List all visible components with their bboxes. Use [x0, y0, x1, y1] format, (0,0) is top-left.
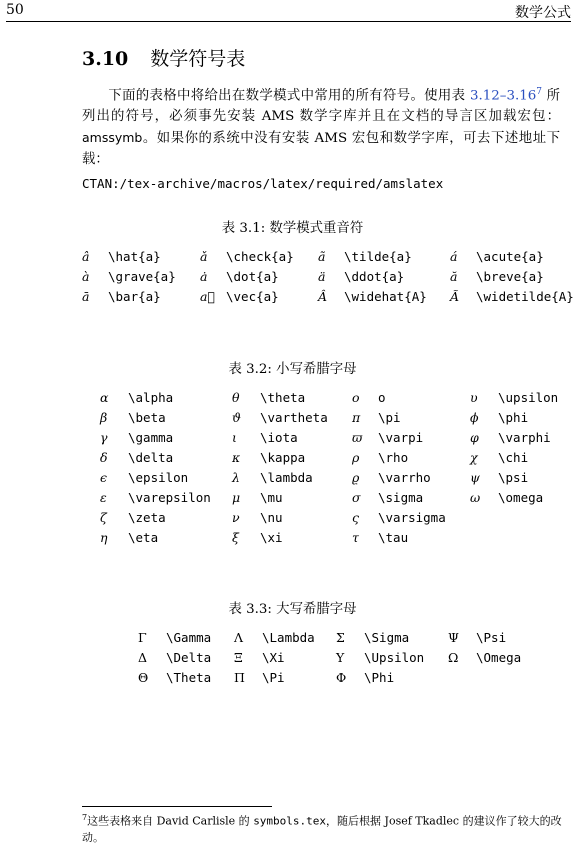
symbol-command: \pi — [378, 409, 401, 425]
lowercase-greek-table — [100, 387, 578, 547]
symbol-command: \varepsilon — [128, 489, 211, 505]
symbol-glyph: α — [100, 389, 109, 405]
symbol-glyph: ã — [318, 248, 326, 264]
intro-paragraph — [82, 82, 560, 170]
symbol-glyph: Ψ — [448, 629, 459, 645]
section-number: 3.10 — [82, 48, 129, 70]
symbol-glyph: σ — [352, 489, 361, 505]
symbol-glyph: ι — [232, 429, 237, 445]
footnote-ref[interactable]: 7 — [536, 87, 543, 97]
symbol-command: \upsilon — [498, 389, 559, 405]
page-header — [6, 2, 571, 22]
symbol-command: \varrho — [378, 469, 431, 485]
symbol-glyph: ϖ — [352, 429, 363, 445]
symbol-command: \widehat{A} — [344, 288, 427, 304]
symbol-command: \varsigma — [378, 509, 446, 525]
symbol-command: \Psi — [476, 629, 507, 645]
symbol-glyph: κ — [232, 449, 241, 465]
table-row — [100, 467, 578, 487]
symbol-glyph: χ — [470, 449, 478, 465]
symbol-command: \Theta — [166, 669, 212, 685]
symbol-command: \hat{a} — [108, 248, 161, 264]
symbol-glyph: Ω — [448, 649, 459, 665]
table-row — [100, 407, 578, 427]
symbol-command: \check{a} — [226, 248, 294, 264]
symbol-glyph: Δ — [138, 649, 148, 665]
symbol-command: \beta — [128, 409, 166, 425]
symbol-glyph: β — [100, 409, 108, 425]
symbol-glyph: ε — [100, 489, 107, 505]
symbol-glyph: Ξ — [234, 649, 243, 665]
table-row — [100, 507, 578, 527]
symbol-glyph: δ — [100, 449, 108, 465]
math-mode-term: 数学模式 — [245, 88, 301, 104]
symbol-glyph — [448, 667, 476, 687]
symbol-command: \ddot{a} — [344, 268, 405, 284]
symbol-glyph: Π — [234, 669, 245, 685]
symbol-command: \psi — [498, 469, 529, 485]
symbol-glyph: a⃗ — [200, 288, 215, 304]
footnote-rule — [82, 806, 272, 807]
symbol-command — [498, 507, 578, 527]
symbol-command: \Delta — [166, 649, 212, 665]
footnote — [82, 810, 562, 846]
symbol-command: o — [378, 389, 386, 405]
symbol-glyph: ϑ — [232, 409, 241, 425]
symbol-glyph: à — [82, 268, 90, 284]
symbol-glyph: π — [352, 409, 361, 425]
page-number: 50 — [6, 2, 24, 18]
symbol-glyph: ν — [232, 509, 240, 525]
table-row — [100, 447, 578, 467]
symbol-command: \xi — [260, 529, 283, 545]
symbol-glyph: Θ — [138, 669, 149, 685]
symbol-command: \kappa — [260, 449, 306, 465]
symbol-command: \rho — [378, 449, 409, 465]
table3-caption: 表 3.3: 大写希腊字母 — [228, 602, 357, 617]
symbol-glyph: ω — [470, 489, 481, 505]
symbol-glyph: â — [82, 248, 90, 264]
symbol-glyph: o — [352, 389, 360, 405]
symbol-command: \tilde{a} — [344, 248, 412, 264]
symbol-command: \iota — [260, 429, 298, 445]
symbol-glyph: Υ — [336, 649, 345, 665]
symbol-command: \epsilon — [128, 469, 189, 485]
header-rule — [6, 21, 571, 22]
symbol-glyph: λ — [232, 469, 240, 485]
symbol-glyph: Γ — [138, 629, 147, 645]
symbol-command: \eta — [128, 529, 159, 545]
symbol-command: \vec{a} — [226, 288, 279, 304]
symbol-command: \dot{a} — [226, 268, 279, 284]
symbol-command: \omega — [498, 489, 544, 505]
symbol-glyph: γ — [100, 429, 108, 445]
symbol-glyph: ä — [318, 268, 326, 284]
table-row — [82, 286, 574, 306]
symbol-command — [476, 667, 536, 687]
table-row — [100, 527, 578, 547]
symbol-command: \theta — [260, 389, 306, 405]
symbol-glyph: ȧ — [200, 268, 208, 284]
symbol-glyph: ă — [450, 268, 458, 284]
table-row — [138, 667, 536, 687]
symbol-glyph: φ — [470, 429, 479, 445]
symbol-command: \breve{a} — [476, 268, 544, 284]
intro-text-2: 中常用的所有符号。使用表 — [300, 88, 470, 104]
symbol-command: \mu — [260, 489, 283, 505]
symbol-glyph: ϱ — [352, 469, 360, 485]
section-heading — [82, 44, 245, 71]
symbol-glyph: ρ — [352, 449, 360, 465]
symbol-glyph: θ — [232, 389, 240, 405]
symbol-glyph: ζ — [100, 509, 107, 525]
symbol-command: \Sigma — [364, 629, 410, 645]
symbol-glyph: ǎ — [200, 248, 208, 264]
table-ref-link[interactable]: 3.12–3.16 — [469, 88, 537, 104]
symbol-glyph: ϵ — [100, 469, 108, 485]
ctan-path: CTAN:/tex-archive/macros/latex/required/amslatex — [82, 176, 444, 191]
symbol-glyph: Σ — [336, 629, 345, 645]
table-row — [82, 266, 574, 286]
symbol-glyph: μ — [232, 489, 241, 505]
symbol-command: \lambda — [260, 469, 313, 485]
accent-table — [82, 246, 574, 306]
table-row — [138, 627, 536, 647]
chapter-title: 数学公式 — [515, 5, 571, 21]
symbol-command: \Lambda — [262, 629, 315, 645]
symbol-command: \zeta — [128, 509, 166, 525]
symbol-glyph: ϕ — [470, 409, 479, 425]
symbol-command: \varpi — [378, 429, 424, 445]
symbol-command: \Gamma — [166, 629, 212, 645]
intro-text-1: 下面的表格中将给出在 — [108, 88, 246, 104]
symbol-glyph: Λ — [234, 629, 244, 645]
symbol-command: \Upsilon — [364, 649, 425, 665]
symbol-glyph: Ã — [450, 288, 460, 304]
table-row — [82, 246, 574, 266]
symbol-command: \Pi — [262, 669, 285, 685]
table-row — [138, 647, 536, 667]
symbol-command: \sigma — [378, 489, 424, 505]
symbol-command: \alpha — [128, 389, 174, 405]
intro-text-3: 所列出的符号，必须事先安装 AMS 数学字库并且在文档的导言区加载宏包： — [82, 88, 561, 125]
symbol-command: \acute{a} — [476, 248, 544, 264]
table-row — [100, 387, 578, 407]
symbol-glyph: ς — [352, 509, 360, 525]
symbol-command: \Phi — [364, 669, 395, 685]
symbol-command: \grave{a} — [108, 268, 176, 284]
uppercase-greek-table — [138, 627, 536, 687]
package-name: amssymb — [82, 130, 143, 146]
symbol-glyph: ā — [82, 288, 90, 304]
symbol-glyph: Φ — [336, 669, 347, 685]
symbol-glyph — [470, 527, 498, 547]
symbol-glyph: ξ — [232, 529, 239, 545]
symbol-glyph: τ — [352, 529, 359, 545]
table2-caption: 表 3.2: 小写希腊字母 — [228, 362, 357, 377]
symbol-command: \bar{a} — [108, 288, 161, 304]
symbol-command: \phi — [498, 409, 529, 425]
footnote-filename: symbols.tex — [253, 814, 327, 828]
table-row — [100, 487, 578, 507]
symbol-glyph: Â — [318, 288, 328, 304]
symbol-command: \Omega — [476, 649, 522, 665]
symbol-command: \tau — [378, 529, 409, 545]
symbol-command: \Xi — [262, 649, 285, 665]
symbol-glyph: ψ — [470, 469, 480, 485]
table1-caption: 表 3.1: 数学模式重音符 — [221, 221, 364, 236]
symbol-glyph — [470, 507, 498, 527]
symbol-command: \varphi — [498, 429, 551, 445]
footnote-mark: 7 — [82, 813, 88, 822]
intro-text-4: 。如果你的系统中没有安装 AMS 宏包和数学字库，可去下述地址下载： — [82, 131, 560, 168]
section-title: 数学符号表 — [150, 48, 246, 70]
table-row — [100, 427, 578, 447]
symbol-command: \gamma — [128, 429, 174, 445]
symbol-command — [498, 527, 578, 547]
symbol-command: \widetilde{A} — [476, 288, 574, 304]
symbol-glyph: á — [450, 248, 458, 264]
symbol-command: \delta — [128, 449, 174, 465]
symbol-command: \chi — [498, 449, 529, 465]
symbol-glyph: υ — [470, 389, 478, 405]
footnote-text-2: ，随后根据 Josef Tkadlec 的建议作了较大的改动。 — [82, 814, 562, 844]
symbol-command: \nu — [260, 509, 283, 525]
symbol-command: \vartheta — [260, 409, 328, 425]
footnote-text-1: 这些表格来自 David Carlisle 的 — [87, 814, 254, 828]
symbol-glyph: η — [100, 529, 108, 545]
